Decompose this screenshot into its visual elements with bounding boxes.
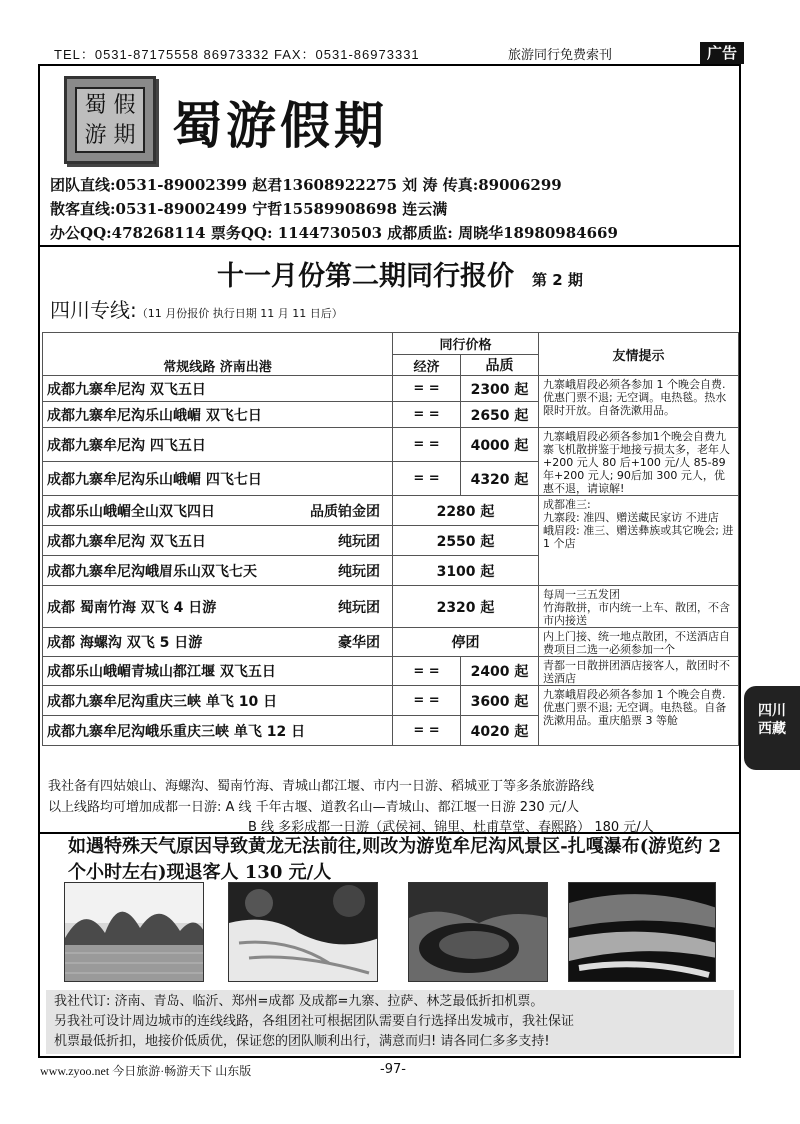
route-text: 成都九寨牟尼沟 双飞五日 <box>47 533 206 550</box>
contact-line-2: 散客直线:0531-89002499 宁哲15589908698 连云满 <box>50 200 448 218</box>
table-row <box>43 686 739 716</box>
photo-pool <box>408 882 548 982</box>
table-row <box>43 657 739 686</box>
tip-cell: 九寨峨眉段必须各参加 1 个晚会自费.优惠门票不退; 无空调。电热毯。自备洗漱用品。重庆船票 3 等舱 <box>539 686 739 746</box>
route-name: 成都九寨牟尼沟乐山峨嵋 双飞七日 <box>43 402 393 428</box>
eco-price: = = <box>393 716 461 746</box>
photo-lake <box>64 882 204 982</box>
divider <box>40 245 739 247</box>
route-name: 成都九寨牟尼沟 四飞五日 <box>43 428 393 462</box>
weather-notice: 如遇特殊天气原因导致黄龙无法前往,则改为游览牟尼沟风景区-扎嘎瀑布(游览约 2 个小时左右)现退客人 130 元/人 <box>68 836 722 883</box>
day-tour-b: B 线 多彩成都一日游（武侯祠、锦里、杜甫草堂、春熙路） 180 元/人 <box>248 820 654 835</box>
section-name: 四川专线: <box>50 298 137 322</box>
logo-line1: 蜀 假 <box>84 93 136 118</box>
quality-price: 2400 起 <box>461 657 539 686</box>
logo-line2: 游 期 <box>84 123 136 148</box>
group-price: 3100 起 <box>393 556 539 586</box>
page-number: -97- <box>380 1062 406 1077</box>
header-eco: 经济 <box>393 355 461 376</box>
region-tab <box>744 686 800 770</box>
price-table <box>42 332 739 746</box>
tip-cell: 九寨峨眉段必须各参加1个晚会自费九寨飞机散拼鉴于地接亏损太多，老年人+200 元人 80 后+100 元/人 85-89 年+200 元人; 90后加 300 元人，优惠不退，请谅解! <box>539 428 739 496</box>
header-qual: 品质 <box>461 355 539 376</box>
route-name <box>43 526 393 556</box>
group-price: 2280 起 <box>393 496 539 526</box>
logo <box>64 76 156 164</box>
group-price: 2550 起 <box>393 526 539 556</box>
route-text: 成都九寨牟尼沟峨眉乐山双飞七天 <box>47 563 257 580</box>
grade-tag: 纯玩团 <box>338 599 380 616</box>
group-price: 2320 起 <box>393 586 539 628</box>
eco-price: = = <box>393 428 461 462</box>
header-route: 常规线路 济南出港 <box>43 333 393 376</box>
eco-price: = = <box>393 686 461 716</box>
table-row <box>43 376 739 402</box>
quality-price: 4000 起 <box>461 428 539 462</box>
quality-price: 2650 起 <box>461 402 539 428</box>
tip-cell: 内上门接、统一地点散团，不送酒店自费项目二选一必须参加一个 <box>539 628 739 657</box>
route-text: 成都 蜀南竹海 双飞 4 日游 <box>47 599 217 616</box>
booking-line-2: 另我社可设计周边城市的连线线路，各组团社可根据团队需要自行选择出发城市，我社保证 <box>54 1014 575 1029</box>
eco-price: = = <box>393 402 461 428</box>
footer-site: www.zyoo.net 今日旅游·畅游天下 山东版 <box>40 1064 252 1078</box>
magazine-label: 旅游同行免费索刊 <box>508 47 613 62</box>
region-tab-line1: 四川 <box>758 703 786 719</box>
route-name: 成都乐山峨嵋青城山都江堰 双飞五日 <box>43 657 393 686</box>
tip-cell: 九寨峨眉段必须各参加 1 个晚会自费.优惠门票不退; 无空调。电热毯。热水限时开放。自备洗漱用品。 <box>539 376 739 428</box>
route-name <box>43 586 393 628</box>
page-title <box>0 254 800 293</box>
issue-number: 第 2 期 <box>532 271 583 289</box>
quality-price: 4020 起 <box>461 716 539 746</box>
headline-text: 十一月份第二期同行报价 <box>217 261 515 292</box>
quality-price: 3600 起 <box>461 686 539 716</box>
route-name: 成都九寨牟尼沟 双飞五日 <box>43 376 393 402</box>
tip-cell: 每周一三五发团 竹海散拼，市内统一上车、散团，不含市内接送 <box>539 586 739 628</box>
booking-line-3: 机票最低折扣，地接价低质优，保证您的团队顺利出行，满意而归! 请各同仁多多支持! <box>54 1034 550 1049</box>
grade-tag: 品质铂金团 <box>310 503 380 520</box>
region-tab-line2: 西藏 <box>758 721 786 737</box>
header-price: 同行价格 <box>393 333 539 355</box>
group-price: 停团 <box>393 628 539 657</box>
booking-line-1: 我社代订: 济南、青岛、临沂、郑州=成都 及成都=九寨、拉萨、林芝最低折扣机票。 <box>54 994 544 1009</box>
brand-title: 蜀游假期 <box>172 96 388 155</box>
contact-line-3: 办公QQ:478268114 票务QQ: 1144730503 成都质监: 周晓华18980984669 <box>50 224 618 242</box>
photo-terraces <box>568 882 716 982</box>
route-name <box>43 496 393 526</box>
route-name: 成都九寨牟尼沟重庆三峡 单飞 10 日 <box>43 686 393 716</box>
contact-line-1: 团队直线:0531-89002399 赵君13608922275 刘 涛 传真:89006299 <box>50 176 562 194</box>
ad-tag: 广告 <box>700 42 744 64</box>
tip-cell: 青都一日散拼团酒店接客人，散团时不送酒店 <box>539 657 739 686</box>
table-row <box>43 428 739 462</box>
eco-price: = = <box>393 657 461 686</box>
table-row <box>43 628 739 657</box>
quality-price: 2300 起 <box>461 376 539 402</box>
section-note: （11 月份报价 执行日期 11 月 11 日后） <box>136 307 343 320</box>
day-tour-a: 以上线路均可增加成都一日游: A 线 千年古堰、道教名山—青城山、都江堰一日游 230 元/人 <box>48 800 580 815</box>
section-title <box>50 294 343 323</box>
header-contact: TEL：0531-87175558 86973332 FAX：0531-86973331 <box>54 47 420 62</box>
eco-price: = = <box>393 376 461 402</box>
header-tip: 友情提示 <box>539 333 739 376</box>
route-name <box>43 628 393 657</box>
header-bar <box>40 44 740 66</box>
table-row <box>43 496 739 526</box>
routes-note: 我社备有四姑娘山、海螺沟、蜀南竹海、青城山都江堰、市内一日游、稻城亚丁等多条旅游路线 <box>48 779 595 794</box>
tip-cell: 成都准三: 九寨段: 准四、赠送藏民家访 不进店 峨眉段: 准三、赠送彝族或其它晚会; 进 1 个店 <box>539 496 739 586</box>
eco-price: = = <box>393 462 461 496</box>
photo-waterfall <box>228 882 378 982</box>
route-text: 成都 海螺沟 双飞 5 日游 <box>47 635 203 651</box>
grade-tag: 纯玩团 <box>338 563 380 580</box>
quality-price: 4320 起 <box>461 462 539 496</box>
route-name: 成都九寨牟尼沟乐山峨嵋 四飞七日 <box>43 462 393 496</box>
route-name: 成都九寨牟尼沟峨乐重庆三峡 单飞 12 日 <box>43 716 393 746</box>
grade-tag: 豪华团 <box>338 635 380 651</box>
grade-tag: 纯玩团 <box>338 533 380 550</box>
route-text: 成都乐山峨嵋全山双飞四日 <box>47 503 215 520</box>
booking-notice <box>46 990 734 1054</box>
route-name <box>43 556 393 586</box>
table-row <box>43 586 739 628</box>
